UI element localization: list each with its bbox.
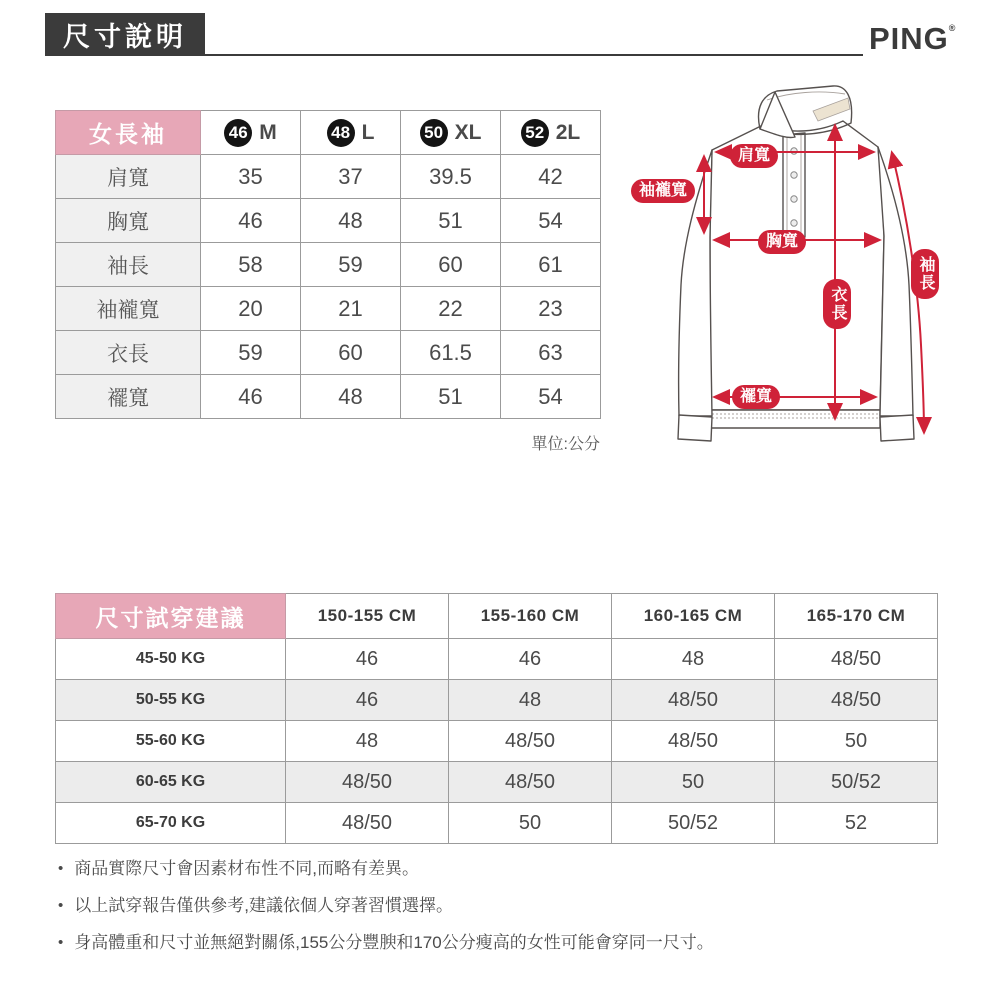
measure-label: 袖襱寬 <box>56 287 201 331</box>
measure-value: 51 <box>401 375 501 419</box>
size-table-corner: 女長袖 <box>56 111 201 155</box>
measure-label: 肩寬 <box>56 155 201 199</box>
recommended-size: 48 <box>286 721 449 762</box>
registered-mark: ® <box>948 23 957 33</box>
recommended-size: 50 <box>775 721 938 762</box>
recommended-size: 48/50 <box>286 762 449 803</box>
recommended-size: 46 <box>286 639 449 680</box>
recommended-size: 48/50 <box>449 721 612 762</box>
brand-text: PING <box>869 21 949 56</box>
recommended-size: 46 <box>449 639 612 680</box>
measure-value: 35 <box>201 155 301 199</box>
measure-value: 39.5 <box>401 155 501 199</box>
fit-table-row <box>56 680 938 721</box>
measure-value: 59 <box>301 243 401 287</box>
fit-table-row <box>56 639 938 680</box>
measure-value: 21 <box>301 287 401 331</box>
size-table-header-row <box>56 111 601 155</box>
size-number-badge: 52 <box>521 119 549 147</box>
weight-range-label: 50-55 KG <box>56 680 286 721</box>
measure-value: 60 <box>301 331 401 375</box>
shirt-right-sleeve <box>878 147 913 416</box>
size-letter: M <box>259 120 277 144</box>
note-item: • 身高體重和尺寸並無絕對關係,155公分豐腴和170公分瘦高的女性可能會穿同一尺寸。 <box>58 925 714 962</box>
recommended-size: 48/50 <box>449 762 612 803</box>
recommended-size: 50 <box>449 803 612 844</box>
measure-value: 20 <box>201 287 301 331</box>
measure-value: 51 <box>401 199 501 243</box>
height-range-header: 150-155 CM <box>286 594 449 639</box>
shirt-right-cuff <box>880 415 914 441</box>
measure-value: 23 <box>501 287 601 331</box>
size-table-row <box>56 199 601 243</box>
fit-table-row <box>56 762 938 803</box>
size-column-header <box>401 111 501 155</box>
measure-label: 胸寬 <box>56 199 201 243</box>
label-hem-width: 襬寬 <box>732 385 780 409</box>
size-table-row <box>56 287 601 331</box>
brand-logo <box>869 21 956 57</box>
recommended-size: 48/50 <box>612 680 775 721</box>
recommended-size: 50/52 <box>612 803 775 844</box>
size-letter: L <box>361 120 375 144</box>
shirt-left-cuff <box>678 415 712 441</box>
measure-value: 37 <box>301 155 401 199</box>
size-number-badge: 50 <box>420 119 448 147</box>
recommended-size: 48/50 <box>775 639 938 680</box>
measure-value: 48 <box>301 199 401 243</box>
notes-list <box>58 851 714 962</box>
measure-value: 46 <box>201 199 301 243</box>
measure-value: 58 <box>201 243 301 287</box>
shirt-diagram <box>615 85 965 460</box>
measure-value: 59 <box>201 331 301 375</box>
height-range-header: 155-160 CM <box>449 594 612 639</box>
measure-label: 袖長 <box>56 243 201 287</box>
measure-label: 衣長 <box>56 331 201 375</box>
size-number-badge: 46 <box>224 119 252 147</box>
fit-table-row <box>56 803 938 844</box>
unit-note: 單位:公分 <box>531 436 600 453</box>
recommended-size: 50/52 <box>775 762 938 803</box>
size-column-header <box>201 111 301 155</box>
label-chest-width: 胸寬 <box>758 230 806 254</box>
size-column-header <box>501 111 601 155</box>
fit-table-corner: 尺寸試穿建議 <box>56 594 286 639</box>
recommended-size: 48/50 <box>612 721 775 762</box>
measure-value: 60 <box>401 243 501 287</box>
height-range-header: 165-170 CM <box>775 594 938 639</box>
weight-range-label: 65-70 KG <box>56 803 286 844</box>
size-table <box>55 110 601 419</box>
measure-value: 63 <box>501 331 601 375</box>
weight-range-label: 60-65 KG <box>56 762 286 803</box>
note-item: • 以上試穿報告僅供參考,建議依個人穿著習慣選擇。 <box>58 888 714 925</box>
size-table-row <box>56 375 601 419</box>
label-sleeve-length: 袖長 <box>911 249 939 299</box>
note-item: • 商品實際尺寸會因素材布性不同,而略有差異。 <box>58 851 714 888</box>
recommended-size: 50 <box>612 762 775 803</box>
recommended-size: 48/50 <box>286 803 449 844</box>
weight-range-label: 45-50 KG <box>56 639 286 680</box>
measure-value: 61.5 <box>401 331 501 375</box>
fit-table <box>55 593 938 844</box>
measure-label: 襬寬 <box>56 375 201 419</box>
measure-value: 22 <box>401 287 501 331</box>
weight-range-label: 55-60 KG <box>56 721 286 762</box>
size-table-row <box>56 331 601 375</box>
label-garment-length: 衣長 <box>823 279 851 329</box>
page-title: 尺寸說明 <box>45 13 205 56</box>
button <box>791 220 797 226</box>
size-letter: 2L <box>555 120 581 144</box>
recommended-size: 48/50 <box>775 680 938 721</box>
button <box>791 196 797 202</box>
recommended-size: 46 <box>286 680 449 721</box>
size-number-badge: 48 <box>327 119 355 147</box>
button <box>791 172 797 178</box>
measure-value: 54 <box>501 199 601 243</box>
size-table-row <box>56 155 601 199</box>
recommended-size: 48 <box>612 639 775 680</box>
shirt-hem-band <box>710 410 880 428</box>
measure-value: 48 <box>301 375 401 419</box>
size-table-row <box>56 243 601 287</box>
fit-table-header-row <box>56 594 938 639</box>
measure-value: 42 <box>501 155 601 199</box>
measure-value: 54 <box>501 375 601 419</box>
size-letter: XL <box>454 120 482 144</box>
fit-table-row <box>56 721 938 762</box>
measure-value: 46 <box>201 375 301 419</box>
recommended-size: 52 <box>775 803 938 844</box>
recommended-size: 48 <box>449 680 612 721</box>
measure-value: 61 <box>501 243 601 287</box>
label-armhole-width: 袖襱寬 <box>631 179 695 203</box>
label-shoulder-width: 肩寬 <box>730 144 778 168</box>
size-column-header <box>301 111 401 155</box>
height-range-header: 160-165 CM <box>612 594 775 639</box>
